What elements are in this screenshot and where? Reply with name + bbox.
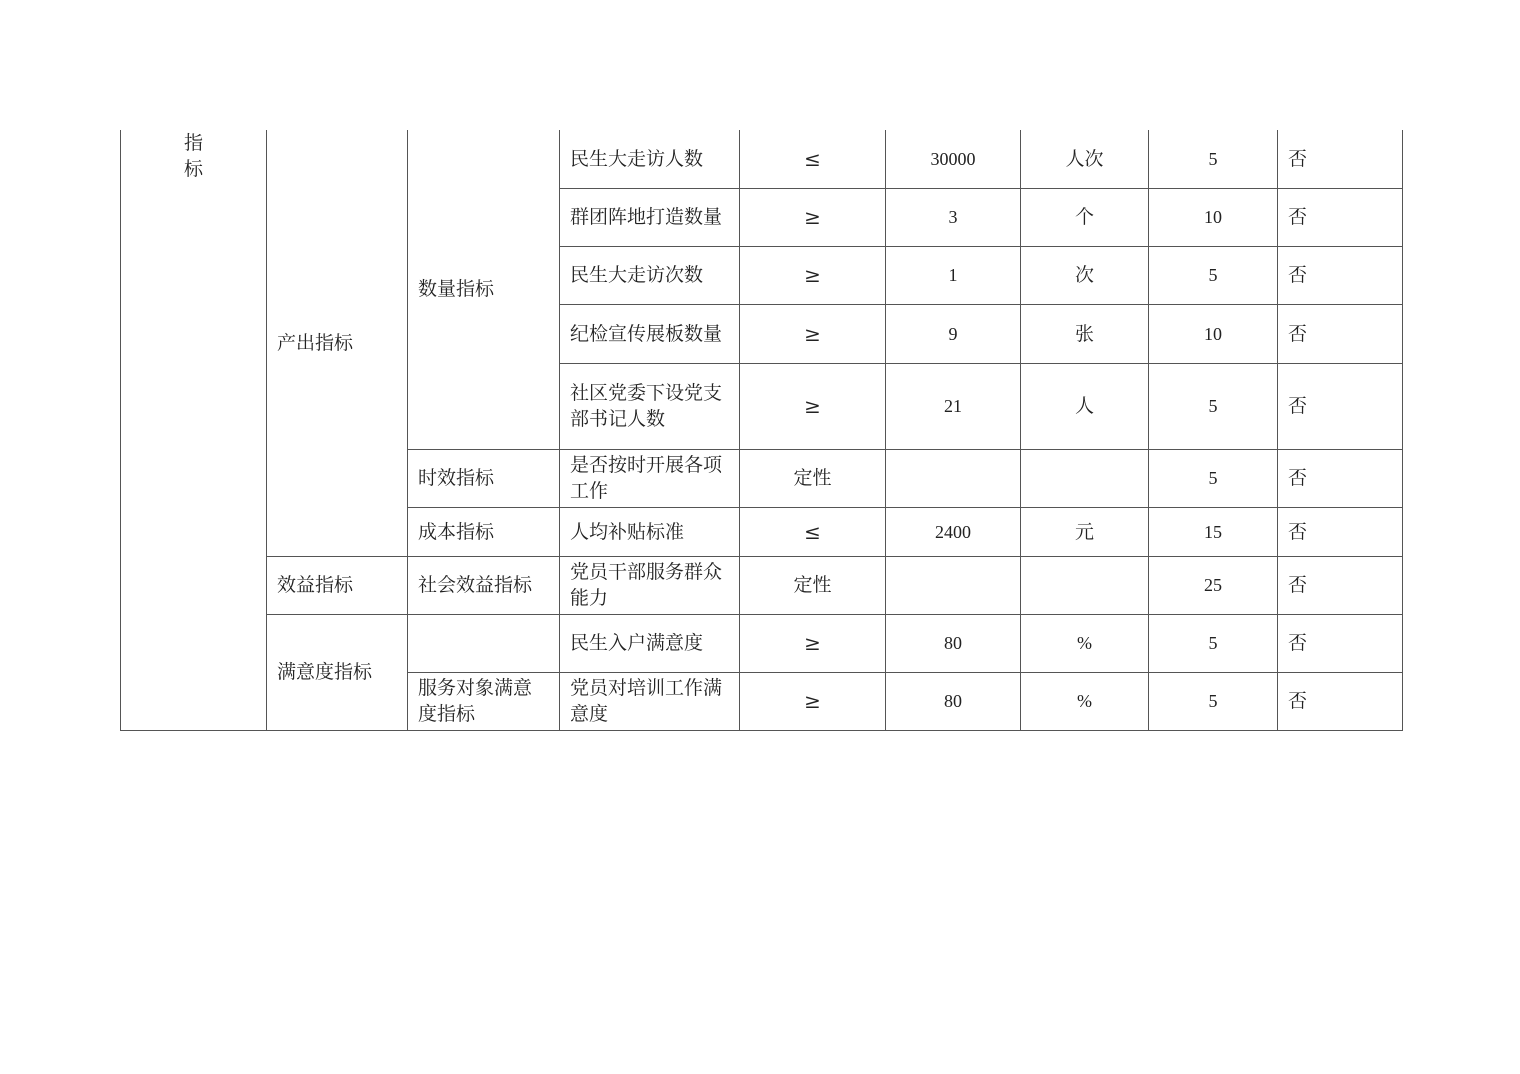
level3-blank-cell	[408, 614, 560, 672]
indicator-value: 80	[886, 614, 1021, 672]
indicator-weight: 5	[1149, 672, 1278, 730]
table-row	[121, 556, 1403, 614]
indicator-unit: 次	[1021, 246, 1149, 304]
indicator-unit: 个	[1021, 188, 1149, 246]
level3-social-benefit-cell: 社会效益指标	[408, 556, 560, 614]
indicator-name: 人均补贴标准	[560, 507, 740, 556]
indicator-unit: 人次	[1021, 130, 1149, 188]
indicator-flag: 否	[1278, 556, 1403, 614]
indicator-operator: 定性	[740, 556, 886, 614]
indicator-unit: 张	[1021, 304, 1149, 363]
indicator-operator: ≥	[740, 363, 886, 449]
indicator-value: 1	[886, 246, 1021, 304]
level3-timeliness-cell: 时效指标	[408, 449, 560, 507]
indicator-flag: 否	[1278, 449, 1403, 507]
indicator-flag: 否	[1278, 130, 1403, 188]
indicator-value	[886, 449, 1021, 507]
indicator-unit: %	[1021, 614, 1149, 672]
level3-service-satisfaction-cell: 服务对象满意度指标	[408, 672, 560, 730]
indicator-operator: ≥	[740, 614, 886, 672]
indicator-unit: 人	[1021, 363, 1149, 449]
indicator-flag: 否	[1278, 188, 1403, 246]
indicator-name: 群团阵地打造数量	[560, 188, 740, 246]
indicator-flag: 否	[1278, 304, 1403, 363]
indicator-unit	[1021, 449, 1149, 507]
indicator-name: 纪检宣传展板数量	[560, 304, 740, 363]
indicator-operator: ≥	[740, 672, 886, 730]
indicator-name: 党员对培训工作满意度	[560, 672, 740, 730]
indicator-value: 80	[886, 672, 1021, 730]
table-row	[121, 130, 1403, 188]
indicator-operator: ≥	[740, 304, 886, 363]
indicator-flag: 否	[1278, 246, 1403, 304]
indicator-value: 9	[886, 304, 1021, 363]
indicator-operator: ≥	[740, 188, 886, 246]
indicator-value: 2400	[886, 507, 1021, 556]
table-row	[121, 614, 1403, 672]
indicator-name: 党员干部服务群众能力	[560, 556, 740, 614]
level2-output-label: 产出指标	[277, 331, 354, 354]
indicator-name: 民生大走访次数	[560, 246, 740, 304]
indicator-weight: 15	[1149, 507, 1278, 556]
indicator-weight: 5	[1149, 363, 1278, 449]
indicator-value: 3	[886, 188, 1021, 246]
level2-output-cell	[267, 130, 408, 556]
indicator-operator: ≤	[740, 507, 886, 556]
indicator-name: 社区党委下设党支部书记人数	[560, 363, 740, 449]
indicator-weight: 25	[1149, 556, 1278, 614]
indicator-flag: 否	[1278, 614, 1403, 672]
indicator-value: 30000	[886, 130, 1021, 188]
indicator-weight: 5	[1149, 130, 1278, 188]
indicator-value	[886, 556, 1021, 614]
level2-benefit-cell: 效益指标	[267, 556, 408, 614]
level3-cost-cell: 成本指标	[408, 507, 560, 556]
indicator-operator: ≤	[740, 130, 886, 188]
performance-indicator-table	[120, 130, 1403, 731]
indicator-flag: 否	[1278, 363, 1403, 449]
level3-quantity-label: 数量指标	[418, 278, 495, 301]
level3-quantity-cell	[408, 130, 560, 449]
indicator-value: 21	[886, 363, 1021, 449]
level2-satisfaction-cell: 满意度指标	[267, 614, 408, 730]
indicator-weight: 10	[1149, 188, 1278, 246]
indicator-weight: 10	[1149, 304, 1278, 363]
indicator-flag: 否	[1278, 507, 1403, 556]
indicator-name: 是否按时开展各项工作	[560, 449, 740, 507]
indicator-operator: ≥	[740, 246, 886, 304]
indicator-unit: 元	[1021, 507, 1149, 556]
indicator-weight: 5	[1149, 614, 1278, 672]
indicator-name: 民生入户满意度	[560, 614, 740, 672]
indicator-weight: 5	[1149, 246, 1278, 304]
level1-indicator-label: 指标	[184, 132, 204, 180]
indicator-flag: 否	[1278, 672, 1403, 730]
indicator-unit	[1021, 556, 1149, 614]
indicator-unit: %	[1021, 672, 1149, 730]
indicator-name: 民生大走访人数	[560, 130, 740, 188]
level1-indicator-cell	[121, 130, 267, 730]
indicator-operator: 定性	[740, 449, 886, 507]
indicator-weight: 5	[1149, 449, 1278, 507]
